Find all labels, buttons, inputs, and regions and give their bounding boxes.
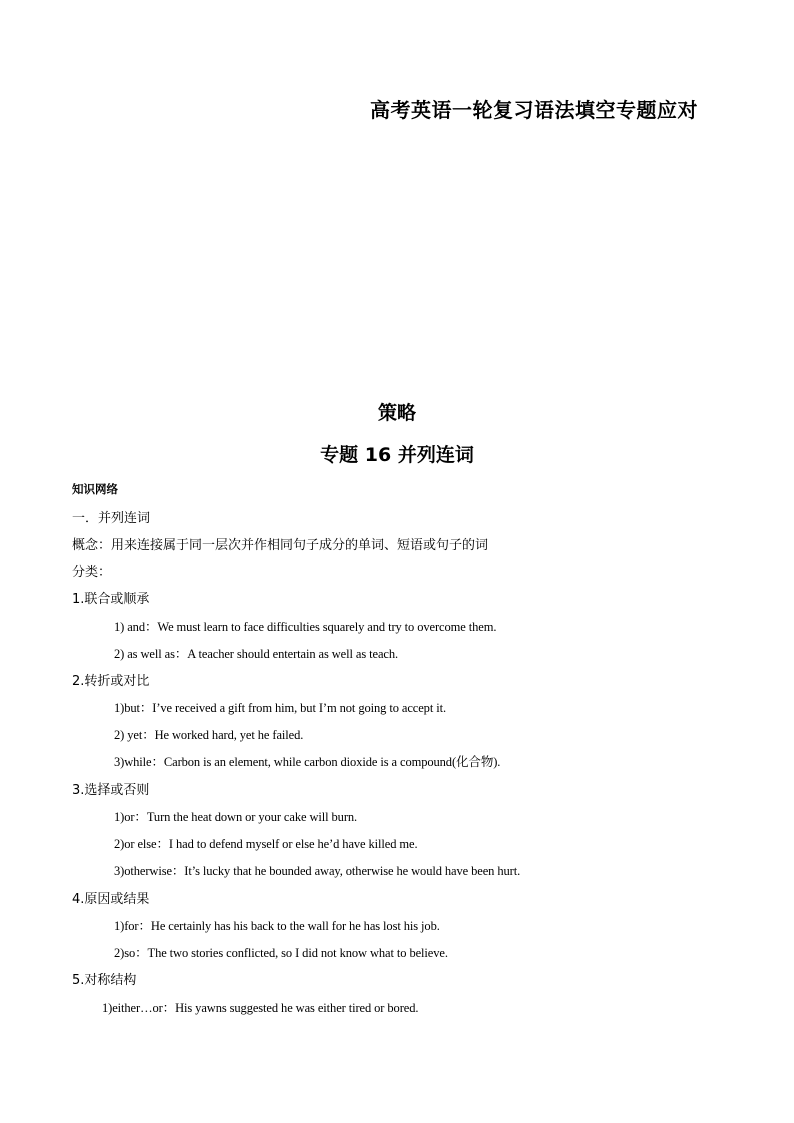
example-sentence: 1)for：He certainly has his back to the wall for he has lost his job. [114,919,440,933]
concept-text: 概念：用来连接属于同一层次并作相同句子成分的单词、短语或句子的词 [72,538,489,553]
example-sentence: 1)but：I’ve received a gift from him, but I’m not going to accept it. [114,701,446,715]
group-title: 2.转折或对比 [72,674,150,689]
example-sentence: 2)or else：I had to defend myself or else he’d have killed me. [114,837,418,851]
example-sentence: 2) as well as：A teacher should entertain as well as teach. [114,647,399,661]
document-title: 高考英语一轮复习语法填空专题应对 [370,98,698,122]
topic-heading: 专题 16 并列连词 [320,444,474,466]
group-title: 1.联合或顺承 [72,592,150,607]
strategy-heading: 策略 [377,402,416,424]
section-label: 知识网络 [72,482,118,496]
example-sentence: 2)so：The two stories conflicted, so I did not know what to believe. [114,946,448,960]
classify-label: 分类： [72,565,112,580]
example-sentence: 3)while：Carbon is an element, while carbon dioxide is a compound(化合物). [114,755,501,769]
example-sentence: 1)either…or：His yawns suggested he was either tired or bored. [102,1001,419,1015]
group-title: 5.对称结构 [72,973,137,988]
example-sentence: 3)otherwise：It’s lucky that he bounded away, otherwise he would have been hurt. [114,864,521,878]
group-title: 4.原因或结果 [72,892,150,907]
example-sentence: 1)or：Turn the heat down or your cake will burn. [114,810,358,824]
example-sentence: 2) yet：He worked hard, yet he failed. [114,728,304,742]
example-sentence: 1) and：We must learn to face difficulties squarely and try to overcome them. [114,620,497,634]
group-title: 3.选择或否则 [72,783,150,798]
section-heading: 一．并列连词 [72,511,151,526]
